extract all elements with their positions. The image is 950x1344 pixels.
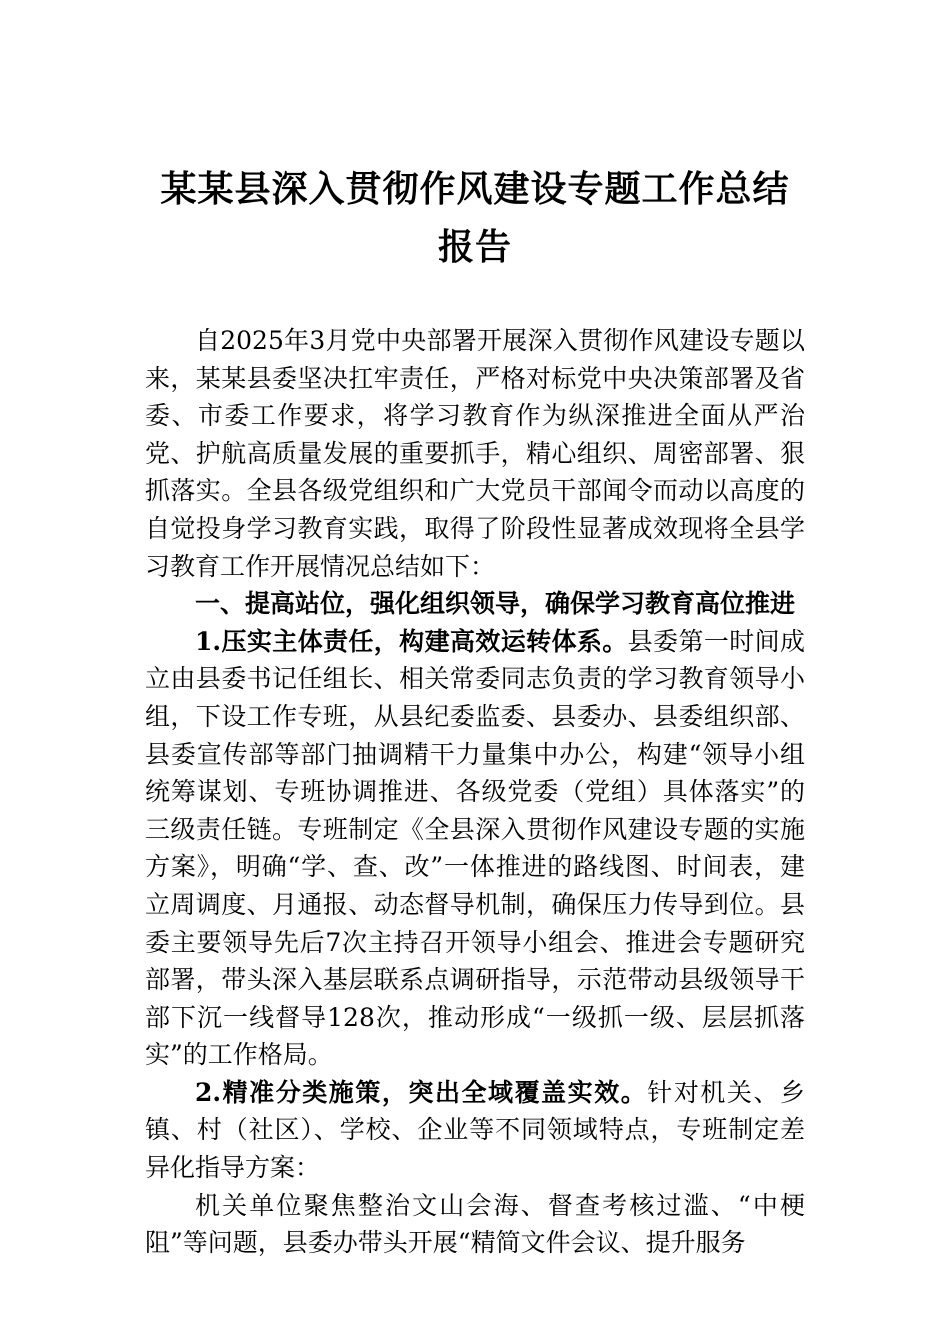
intro-text: 自2025年3月党中央部署开展深入贯彻作风建设专题以来，某某县委坚决扛牢责任，严格对标党中央决策部署及省委、市委工作要求，将学习教育作为纵深推进全面从严治党、护航高质量发展的重要抓手，精心组织、周密部署、狠抓落实。全县各级党组织和广大党员干部闻令而动以高度的自觉投身学习教育实践，取得了阶段性显著成效现将全县学习教育工作开展情况总结如下： <box>145 326 805 581</box>
document-title: 某某县深入贯彻作风建设专题工作总结报告 <box>160 168 790 268</box>
section-heading-1-text: 一、提高站位，强化组织领导，确保学习教育高位推进 <box>195 589 796 619</box>
document-body <box>145 322 805 1262</box>
item-1-text: 县委第一时间成立由县委书记任组长、相关常委同志负责的学习教育领导小组，下设工作专班，从县纪委监委、县委办、县委组织部、县委宣传部等部门抽调精干力量集中办公，构建“领导小组统筹谋划、专班协调推进、各级党委（党组）具体落实”的三级责任链。专班制定《全县深入贯彻作风建设专题的实施方案》，明确“学、查、改”一体推进的路线图、时间表，建立周调度、月通报、动态督导机制，确保压力传导到位。县委主要领导先后7次主持召开领导小组会、推进会专题研究部署，带头深入基层联系点调研指导，示范带动县级领导干部下沉一线督导128次，推动形成“一级抓一级、层层抓落实”的工作格局。 <box>145 626 805 1070</box>
organs-text: 机关单位聚焦整治文山会海、督查考核过滥、“中梗阻”等问题，县委办带头开展“精简文件会议、提升服务 <box>145 1190 805 1258</box>
intro-paragraph <box>145 322 805 585</box>
paragraph-item-2 <box>145 1074 805 1187</box>
paragraph-organs <box>145 1187 805 1262</box>
item-1-lead: 1.压实主体责任，构建高效运转体系。 <box>195 626 628 656</box>
paragraph-item-1 <box>145 623 805 1074</box>
section-heading-1 <box>145 585 805 623</box>
item-2-lead: 2.精准分类施策，突出全域覆盖实效。 <box>195 1077 648 1107</box>
item-2-text: 针对机关、乡镇、村（社区）、学校、企业等不同领域特点，专班制定差异化指导方案： <box>145 1077 805 1183</box>
